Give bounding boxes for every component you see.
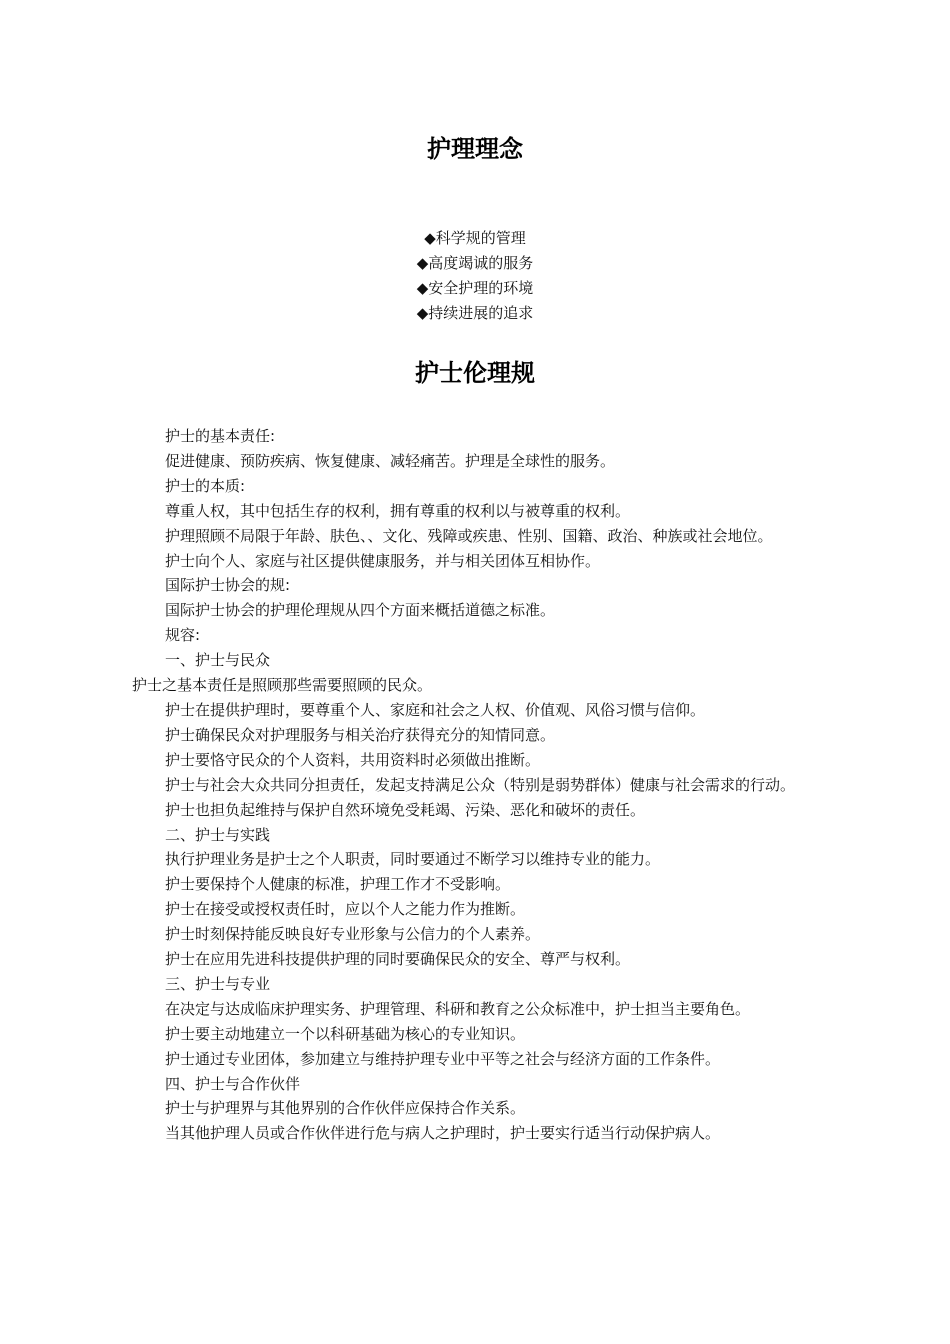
paragraph: 护士的基本责任: xyxy=(165,427,276,445)
document-title: 护理理念 xyxy=(427,135,523,163)
paragraph: 护士要主动地建立一个以科研基础为核心的专业知识。 xyxy=(165,1024,526,1043)
paragraph: 执行护理业务是护士之个人职责，同时要通过不断学习以维持专业的能力。 xyxy=(165,850,661,869)
section-heading: 四、护士与合作伙伴 xyxy=(165,1074,301,1093)
paragraph: 护士与社会大众共同分担责任，发起支持满足公众（特别是弱势群体）健康与社会需求的行动。 xyxy=(165,775,796,794)
paragraph: 规容: xyxy=(165,626,201,645)
paragraph: 护士在应用先进科技提供护理的同时要确保民众的安全、尊严与权利。 xyxy=(165,950,631,969)
paragraph: 护士时刻保持能反映良好专业形象与公信力的个人素养。 xyxy=(165,925,541,944)
paragraph: 护士之基本责任是照顾那些需要照顾的民众。 xyxy=(132,676,433,695)
paragraph: 国际护士协会的规: xyxy=(165,576,291,595)
section-heading: 一、护士与民众 xyxy=(165,651,271,670)
paragraph: 当其他护理人员或合作伙伴进行危与病人之护理时，护士要实行适当行动保护病人。 xyxy=(165,1124,721,1143)
paragraph: 护士确保民众对护理服务与相关治疗获得充分的知情同意。 xyxy=(165,725,556,744)
philosophy-bullet-list xyxy=(0,226,950,326)
paragraph: 护理照顾不局限于年龄、肤色、、文化、残障或疾患、性别、国籍、政治、种族或社会地位。 xyxy=(165,526,773,545)
paragraph: 护士的本质: xyxy=(165,476,246,495)
paragraph: 在决定与达成临床护理实务、护理管理、科研和教育之公众标准中，护士担当主要角色。 xyxy=(165,999,751,1018)
paragraph: 护士在提供护理时，要尊重个人、家庭和社会之人权、价值观、风俗习惯与信仰。 xyxy=(165,700,706,719)
bullet-item: ◆安全护理的环境 xyxy=(416,279,534,297)
paragraph: 护士向个人、家庭与社区提供健康服务，并与相关团体互相协作。 xyxy=(165,551,601,570)
bullet-item: ◆持续进展的追求 xyxy=(416,304,534,322)
bullet-item: ◆科学规的管理 xyxy=(424,229,526,247)
paragraph: 护士要恪守民众的个人资料，共用资料时必须做出推断。 xyxy=(165,750,541,769)
paragraph: 护士与护理界与其他界别的合作伙伴应保持合作关系。 xyxy=(165,1099,526,1118)
paragraph: 尊重人权，其中包括生存的权利，拥有尊重的权利以与被尊重的权利。 xyxy=(165,501,631,520)
paragraph: 护士在接受或授权责任时，应以个人之能力作为推断。 xyxy=(165,900,526,919)
paragraph: 护士通过专业团体，参加建立与维持护理专业中平等之社会与经济方面的工作条件。 xyxy=(165,1049,721,1068)
bullet-item: ◆高度竭诚的服务 xyxy=(416,254,534,272)
section-heading: 三、护士与专业 xyxy=(165,974,271,993)
section-heading: 二、护士与实践 xyxy=(165,825,271,844)
paragraph: 国际护士协会的护理伦理规从四个方面来概括道德之标准。 xyxy=(165,601,556,620)
ethics-body-text xyxy=(132,424,822,1146)
paragraph: 护士也担负起维持与保护自然环境免受耗竭、污染、恶化和破坏的责任。 xyxy=(165,800,646,819)
paragraph: 促进健康、预防疾病、恢复健康、减轻痛苦。护理是全球性的服务。 xyxy=(165,451,616,470)
section-title: 护士伦理规 xyxy=(415,359,535,387)
paragraph: 护士要保持个人健康的标准，护理工作才不受影响。 xyxy=(165,875,511,894)
